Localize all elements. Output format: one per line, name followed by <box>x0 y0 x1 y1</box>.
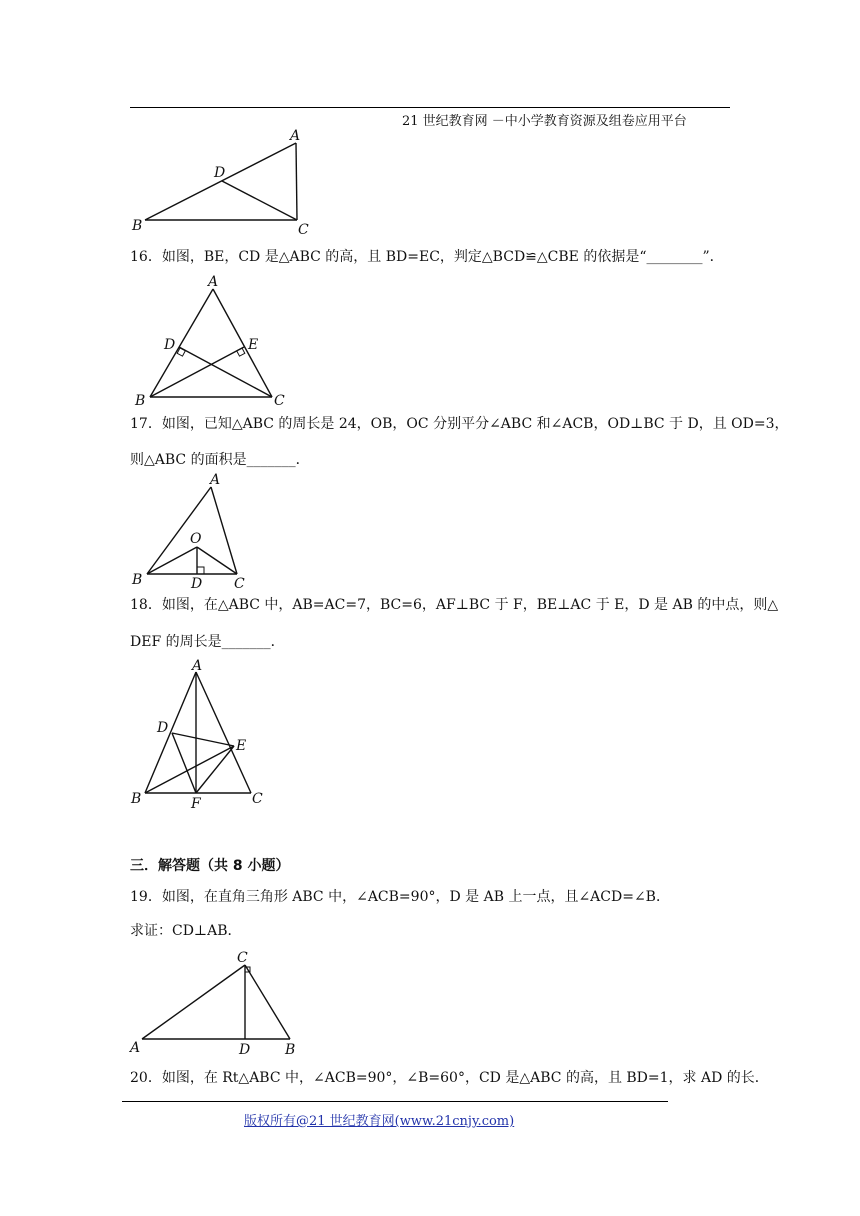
right-angle-mark <box>197 567 204 574</box>
segment-line <box>147 547 197 574</box>
figure-q18-svg <box>130 656 270 814</box>
figure-q17-svg <box>130 472 260 592</box>
figure-q16 <box>130 276 300 410</box>
figure-q15-svg <box>128 128 318 236</box>
label-a: A <box>208 274 219 290</box>
label-a: A <box>210 472 221 488</box>
label-b: B <box>135 393 146 409</box>
label-c: C <box>298 222 309 238</box>
label-c: C <box>252 791 263 807</box>
question-20: 20．如图，在 Rt△ABC 中，∠ACB=90°，∠B=60°，CD 是△ABC 的高，且 BD=1，求 AD 的长． <box>130 1070 769 1086</box>
segment-line <box>296 143 297 220</box>
segment-line <box>142 965 245 1039</box>
segment-line <box>196 672 251 793</box>
question-19-line2: 求证：CD⊥AB． <box>130 923 242 939</box>
segment-line <box>245 965 290 1039</box>
question-16: 16．如图，BE，CD 是△ABC 的高，且 BD=EC，判定△BCD≌△CBE 的依据是“________”． <box>130 249 724 265</box>
section-title: 三．解答题（共 8 小题） <box>130 858 290 874</box>
label-d: D <box>157 720 169 736</box>
label-a: A <box>130 1040 141 1056</box>
figure-q18 <box>130 656 270 814</box>
segment-line <box>222 181 297 220</box>
label-b: B <box>132 572 143 588</box>
segment-line <box>196 746 234 793</box>
footer-copyright-link[interactable]: 版权所有@21 世纪教育网(www.21cnjy.com) <box>244 1114 515 1129</box>
label-d: D <box>191 576 203 592</box>
header-text: 21 世纪教育网 －中小学教育资源及组卷应用平台 <box>402 114 687 129</box>
footer-rule <box>122 1101 668 1102</box>
label-o: O <box>190 531 202 547</box>
label-f: F <box>191 796 201 812</box>
label-e: E <box>248 337 259 353</box>
segment-line <box>211 487 237 574</box>
right-angle-mark <box>237 348 245 356</box>
label-b: B <box>285 1042 296 1058</box>
figure-q19 <box>128 948 308 1058</box>
figure-q17 <box>130 472 260 592</box>
label-d: D <box>239 1042 251 1058</box>
label-a: A <box>290 128 301 144</box>
figure-q19-svg <box>128 948 308 1058</box>
segment-line <box>197 547 237 574</box>
figure-q16-svg <box>130 276 300 410</box>
question-17-line1: 17．如图，已知△ABC 的周长是 24，OB，OC 分别平分∠ABC 和∠ACB，OD⊥BC 于 D，且 OD=3， <box>130 416 789 432</box>
header-rule <box>130 107 730 108</box>
label-c: C <box>234 576 245 592</box>
label-b: B <box>131 791 142 807</box>
figure-q15 <box>128 128 318 236</box>
segment-line <box>172 733 196 793</box>
segment-line <box>145 746 234 793</box>
question-18-line2: DEF 的周长是_______． <box>130 634 285 650</box>
label-b: B <box>132 218 143 234</box>
label-a: A <box>192 658 203 674</box>
label-e: E <box>236 738 247 754</box>
label-c: C <box>237 950 248 966</box>
label-d: D <box>214 165 226 181</box>
label-c: C <box>274 393 285 409</box>
question-19-line1: 19．如图，在直角三角形 ABC 中，∠ACB=90°，D 是 AB 上一点，且∠ACD=∠B． <box>130 889 670 905</box>
question-17-line2: 则△ABC 的面积是_______． <box>130 452 310 468</box>
question-18-line1: 18．如图，在△ABC 中，AB=AC=7，BC=6，AF⊥BC 于 F，BE⊥AC 于 E，D 是 AB 的中点，则△ <box>130 597 779 613</box>
label-d: D <box>164 337 176 353</box>
